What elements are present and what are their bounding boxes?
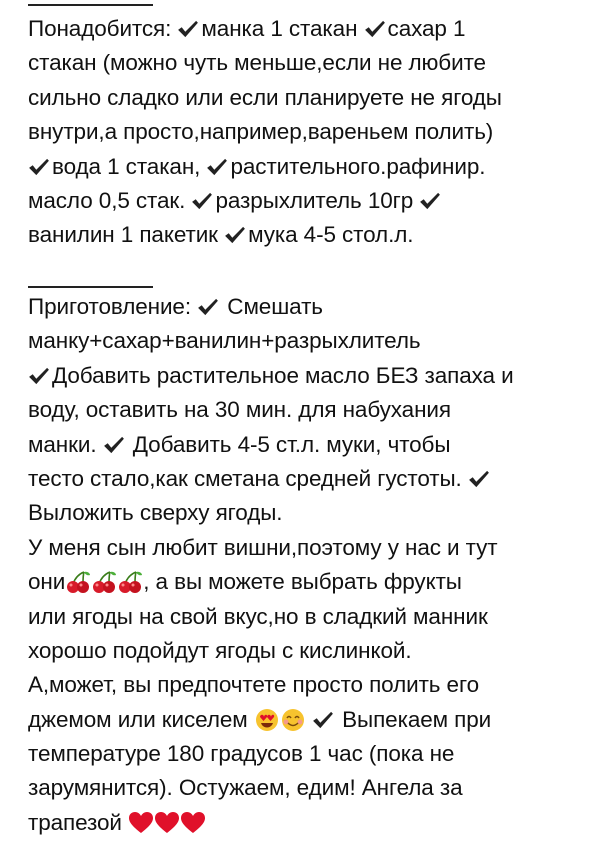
preparation-line-16 bbox=[28, 806, 588, 840]
check-icon bbox=[364, 20, 386, 38]
text-segment: стакан (можно чуть меньше,если не любите bbox=[28, 50, 486, 76]
heart-icon bbox=[180, 811, 206, 835]
check-icon bbox=[103, 436, 125, 454]
heart-icon bbox=[154, 811, 180, 835]
preparation-line-10 bbox=[28, 600, 588, 634]
text-segment: зарумянится). Остужаем, едим! Ангела за bbox=[28, 775, 463, 801]
text-segment: температуре 180 градусов 1 час (пока не bbox=[28, 741, 455, 767]
text-segment: вода 1 стакан, bbox=[52, 153, 207, 179]
divider-middle bbox=[28, 286, 153, 288]
text-segment: Выпекаем при bbox=[335, 706, 492, 732]
smile-icon bbox=[280, 708, 306, 732]
ingredients-line-4 bbox=[28, 115, 588, 149]
text-segment: Добавить растительное масло БЕЗ запаха и bbox=[52, 362, 514, 388]
text-segment: , а вы можете выбрать фрукты bbox=[143, 569, 462, 595]
preparation-line-4 bbox=[28, 393, 588, 427]
text-segment: сильно сладко или если планируете не ягоды bbox=[28, 84, 502, 110]
text-segment: растительного.рафинир. bbox=[230, 153, 486, 179]
ingredients-line-6 bbox=[28, 184, 588, 218]
preparation-line-12 bbox=[28, 668, 588, 702]
preparation-line-9 bbox=[28, 565, 588, 599]
check-icon bbox=[191, 192, 213, 210]
preparation-heading: Приготовление: bbox=[28, 294, 198, 319]
check-icon bbox=[468, 470, 490, 488]
text-segment: разрыхлитель 10гр bbox=[215, 187, 420, 213]
preparation-line-3 bbox=[28, 359, 588, 393]
preparation-paragraph bbox=[28, 290, 588, 840]
preparation-line-15 bbox=[28, 771, 588, 805]
check-icon bbox=[28, 367, 50, 385]
check-icon bbox=[206, 158, 228, 176]
heart-eyes-icon bbox=[254, 708, 280, 732]
text-segment: А,может, вы предпочтете просто полить его bbox=[28, 672, 479, 698]
text-segment: Добавить 4-5 ст.л. муки, чтобы bbox=[126, 431, 451, 457]
check-icon bbox=[312, 711, 334, 729]
ingredients-line-3 bbox=[28, 81, 588, 115]
text-segment: Выложить сверху ягоды. bbox=[28, 500, 283, 526]
check-icon bbox=[197, 298, 219, 316]
text-segment: ванилин 1 пакетик bbox=[28, 222, 225, 248]
text-segment: У меня сын любит вишни,поэтому у нас и тут bbox=[28, 534, 498, 560]
check-icon bbox=[224, 226, 246, 244]
preparation-line-2 bbox=[28, 324, 588, 358]
text-segment: джемом или киселем bbox=[28, 706, 254, 732]
check-icon bbox=[177, 20, 199, 38]
preparation-line-5 bbox=[28, 428, 588, 462]
text-segment: сахар 1 bbox=[387, 16, 466, 41]
text-segment: манку+сахар+ванилин+разрыхлитель bbox=[28, 328, 421, 354]
text-segment: Смешать bbox=[221, 294, 323, 319]
text-segment: воду, оставить на 30 мин. для набухания bbox=[28, 397, 451, 423]
ingredients-paragraph bbox=[28, 12, 588, 253]
check-icon bbox=[419, 192, 441, 210]
divider-top bbox=[28, 4, 153, 6]
text-segment: мука 4-5 стол.л. bbox=[248, 222, 414, 248]
preparation-line-6 bbox=[28, 462, 588, 496]
ingredients-heading: Понадобится: bbox=[28, 16, 178, 41]
text-segment: они bbox=[28, 569, 66, 595]
preparation-line-8 bbox=[28, 531, 588, 565]
ingredients-line-1 bbox=[28, 12, 588, 46]
preparation-line-13 bbox=[28, 703, 588, 737]
preparation-line-14 bbox=[28, 737, 588, 771]
ingredients-line-2 bbox=[28, 46, 588, 80]
preparation-line-7 bbox=[28, 496, 588, 530]
ingredients-line-5 bbox=[28, 150, 588, 184]
text-segment: манки. bbox=[28, 431, 103, 457]
cherries-icon bbox=[65, 570, 91, 594]
text-segment: внутри,а просто,например,вареньем полить) bbox=[28, 119, 494, 145]
ingredients-line-7 bbox=[28, 218, 588, 252]
preparation-line-1 bbox=[28, 290, 588, 324]
text-segment: хорошо подойдут ягоды с кислинкой. bbox=[28, 637, 412, 663]
cherries-icon bbox=[117, 570, 143, 594]
preparation-line-11 bbox=[28, 634, 588, 668]
text-segment: или ягоды на свой вкус,но в сладкий манник bbox=[28, 603, 488, 629]
text-segment: тесто стало,как сметана средней густоты. bbox=[28, 465, 468, 491]
text-segment: манка 1 стакан bbox=[201, 16, 364, 41]
cherries-icon bbox=[91, 570, 117, 594]
check-icon bbox=[28, 158, 50, 176]
heart-icon bbox=[128, 811, 154, 835]
text-segment: трапезой bbox=[28, 809, 129, 835]
text-segment: масло 0,5 стак. bbox=[28, 187, 192, 213]
